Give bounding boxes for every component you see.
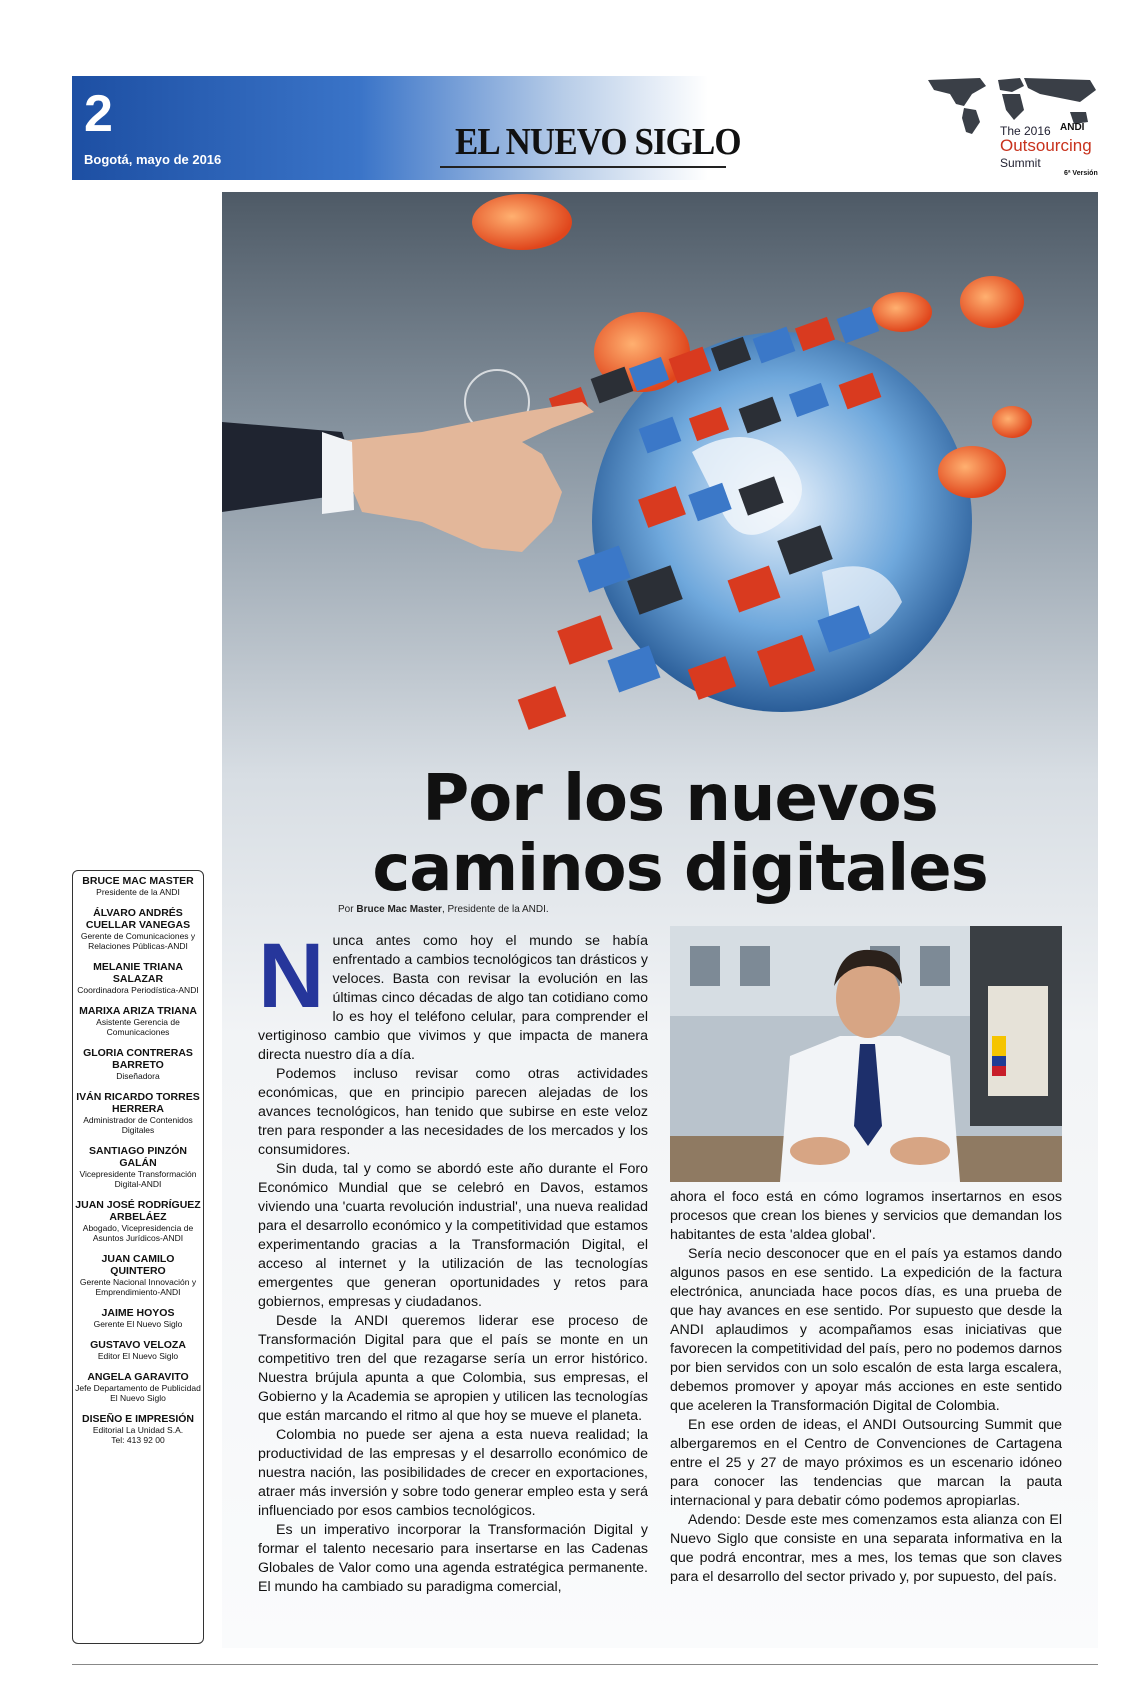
staff-role: Gerente El Nuevo Siglo [93,1319,183,1329]
staff-entry [75,1253,201,1297]
summit-title: Outsourcing [1000,136,1092,155]
staff-entry [75,1371,201,1403]
staff-role: Administrador de Contenidos Digitales [83,1115,193,1135]
orb-icon [960,276,1024,328]
paragraph: Sería necio desconocer que en el país ya estamos dando algunos pasos en ese sentido. La expedición de la factura electrónica, anunciada hace pocos días, es una prueba de que hay avances en ese sentido. Por supuesto que desde la ANDI aplaudimos y acompañamos esas iniciativas que favorecen la competitividad del país, pero no podemos darnos por bien servidos con un solo escalón de esta larga escalera, debemos promover y apoyar más acciones en este sentido que aceleren la Transformación Digital de Colombia. [670,1246,1062,1414]
print-credits [75,1413,201,1445]
staff-entry [75,1091,201,1135]
bottom-rule [72,1664,1098,1665]
summit-logo [920,76,1098,180]
hand-icon [222,402,594,552]
article-column-2 [670,1188,1062,1587]
staff-entry [75,1005,201,1037]
byline-prefix: Por [338,904,357,915]
masthead-rule [440,166,726,168]
paragraph: ahora el foco está en cómo logramos insertarnos en esos procesos que crean los bienes y servicios que demandan los habitantes de esta 'aldea global'. [670,1189,1062,1243]
paragraph: Es un imperativo incorporar la Transformación Digital y formar el talento necesario para insertarse en las Cadenas Globales de Valor como una agenda estratégica permanente. El mundo ha cambiado su paradigma comercial, [258,1522,648,1595]
staff-entry [75,907,201,951]
staff-role: Vicepresidente Transformación Digital-ANDI [79,1169,197,1189]
author-photo-image [670,926,1062,1182]
masthead: EL NUEVO SIGLO [455,121,741,163]
orb-icon [872,292,932,332]
paragraph: unca antes como hoy el mundo se había enfrentado a cambios tecnológicos tan drásticos y veloces. Basta con revisar la evolución en las últimas cinco décadas de algo tan cotidiano como lo es hoy el teléfono celular, para comprender el vertiginoso cambio que vivimos y que impacta de manera directa nuestro día a día. [258,933,648,1063]
summit-sub: Summit [1000,156,1041,170]
staff-role: Diseñadora [116,1071,160,1081]
paragraph: Sin duda, tal y como se abordó este año durante el Foro Económico Mundial que se celebró en Davos, estamos viviendo una 'cuarta revolución industrial', una nueva realidad para el desarrollo económico y la competitividad que estamos experimentando gracias a la Transformación Digital, el acceso al internet y la utilización de las tecnologías emergentes que generan oportunidades y retos para gobiernos, empresas y ciudadanos. [258,1161,648,1310]
staff-name: GUSTAVO VELOZA [90,1339,186,1351]
staff-role: Jefe Departamento de Publicidad El Nuevo Siglo [75,1383,201,1403]
staff-role: Gerente Nacional Innovación y Emprendimiento-ANDI [79,1277,197,1297]
staff-name: ANGELA GARAVITO [87,1371,189,1383]
staff-name: SANTIAGO PINZÓN GALÁN [88,1145,187,1169]
summit-year: The 2016 [1000,124,1051,138]
staff-name: MELANIE TRIANA SALAZAR [93,961,183,985]
staff-entry [75,875,201,897]
staff-name: ÁLVARO ANDRÉS CUELLAR VANEGAS [85,907,191,931]
summit-org: ANDI [1060,122,1085,133]
staff-name: JUAN CAMILO QUINTERO [101,1253,175,1277]
staff-role: Asistente Gerencia de Comunicaciones [96,1017,180,1037]
article-headline [320,764,1040,904]
credits-phone: Tel: 413 92 00 [111,1435,165,1445]
staff-role: Abogado, Vicepresidencia de Asuntos Jurídicos-ANDI [82,1223,194,1243]
staff-name: JAIME HOYOS [101,1307,175,1319]
staff-role: Gerente de Comunicaciones y Relaciones Públicas-ANDI [80,931,196,951]
staff-entry [75,961,201,995]
credits-title: DISEÑO E IMPRESIÓN [81,1413,195,1425]
staff-name: JUAN JOSÉ RODRÍGUEZ ARBELÁEZ [75,1199,201,1223]
staff-sidebar [72,870,204,1644]
author-photo [670,926,1062,1182]
orb-icon [992,406,1032,438]
paragraph: Colombia no puede ser ajena a esta nueva realidad; la productividad de las empresas y el desarrollo económico de nuestra nación, las posibilidades de crecer en exportaciones, atraer más inversión y sobre todo generar empleo esta y será influenciado por esos cambios tecnológicos. [258,1427,648,1519]
staff-name: IVÁN RICARDO TORRES HERRERA [76,1091,200,1115]
staff-entry [75,1339,201,1361]
paragraph: Adendo: Desde este mes comenzamos esta alianza con El Nuevo Siglo que consiste en una separata informativa en la que podrá encontrar, mes a mes, los temas que son claves para el desarrollo del sector privado y, por supuesto, del país. [670,1512,1062,1585]
staff-name: GLORIA CONTRERAS BARRETO [83,1047,193,1071]
article-byline [338,904,549,915]
page-number: 2 [84,85,113,143]
paragraph: En ese orden de ideas, el ANDI Outsourcing Summit que albergaremos en el Centro de Convenciones de Cartagena entre el 25 y 27 de mayo próximos es un escenario idóneo para conocer las tendencias que marcan la pauta internacional y para debatir cómo podemos apropiarlas. [670,1417,1062,1509]
article-column-1 [258,925,648,1597]
staff-role: Editor El Nuevo Siglo [97,1351,179,1361]
digital-globe-illustration [222,192,1098,752]
orb-icon [472,194,572,250]
staff-role: Coordinadora Periodística-ANDI [77,985,199,995]
byline-suffix: , Presidente de la ANDI. [441,904,549,915]
staff-entry [75,1199,201,1243]
paragraph: Podemos incluso revisar como otras actividades económicas, que en principio parecen alejadas de los avances tecnológicos, han tenido que subirse en este veloz tren para responder a las necesidades de los mercados y los consumidores. [258,1066,648,1158]
page-date: Bogotá, mayo de 2016 [84,152,222,167]
headline-line-2: caminos digitales [372,832,988,906]
staff-entry [75,1047,201,1081]
staff-role: Presidente de la ANDI [96,887,180,897]
headline-line-1: Por los nuevos [422,762,938,836]
staff-entry [75,1307,201,1329]
byline-author: Bruce Mac Master [356,904,442,915]
credits-company: Editorial La Unidad S.A. [92,1425,184,1435]
staff-entry [75,1145,201,1189]
summit-version: 6ª Versión [1064,170,1098,177]
orb-icon [938,446,1006,498]
staff-name: MARIXA ARIZA TRIANA [79,1005,197,1017]
paragraph: Desde la ANDI queremos liderar ese proceso de Transformación Digital para que el país se monte en un competitivo tren del que rezagarse sería un error histórico. Nuestra brújula apunta a que Colombia, sus empresas, el Gobierno y la Academia se apropien y utilicen las tecnologías que están marcando el ritmo al que hoy se mueve el planeta. [258,1313,648,1424]
staff-name: BRUCE MAC MASTER [82,875,194,887]
dropcap: N [258,925,325,1027]
